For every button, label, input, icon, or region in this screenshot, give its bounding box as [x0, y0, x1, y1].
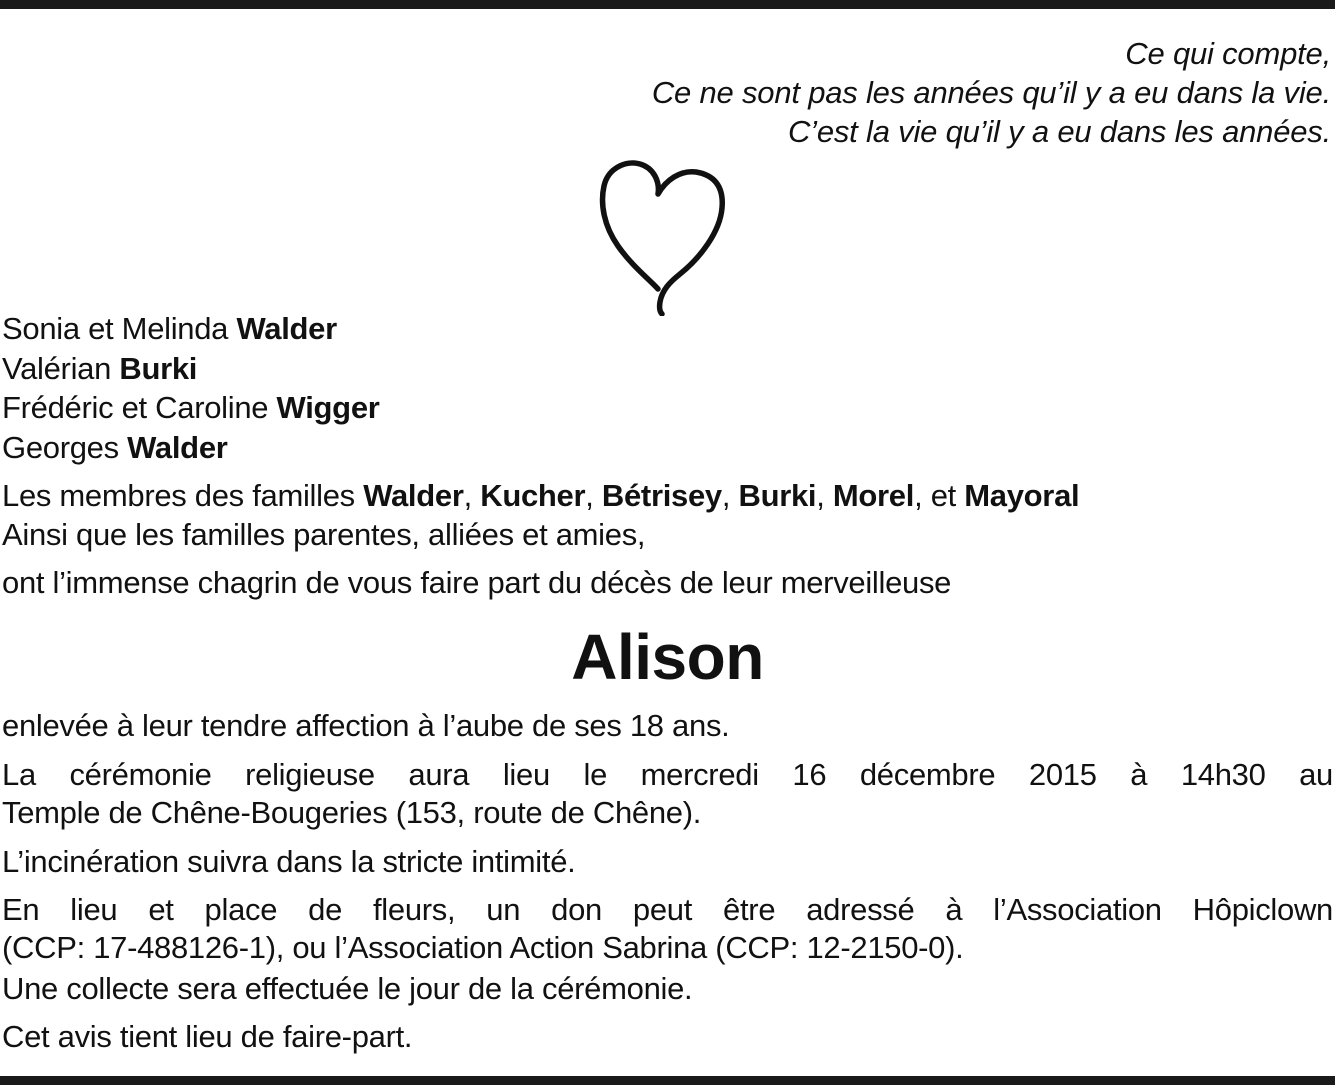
collection-line: Une collecte sera effectuée le jour de la cérémonie.	[2, 971, 693, 1006]
deceased-name: Alison	[571, 621, 764, 693]
quote-line-1: Ce qui compte,	[1125, 36, 1331, 71]
ceremony-paragraph	[2, 756, 1333, 832]
relatives-line: Ainsi que les familles parentes, alliées et amies,	[2, 517, 646, 552]
donation-line-1: En lieu et place de fleurs, un don peut être adressé à l’Association Hôpiclown	[2, 892, 1333, 927]
donation-line-2: (CCP: 17-488126-1), ou l’Association Action Sabrina (CCP: 12-2150-0).	[2, 930, 964, 965]
age-line: enlevée à leur tendre affection à l’aube de ses 18 ans.	[2, 708, 730, 743]
cremation-line: L’incinération suivra dans la stricte intimité.	[2, 844, 576, 879]
donation-paragraph	[2, 891, 1333, 967]
ceremony-line-2: Temple de Chêne-Bougeries (153, route de Chêne).	[2, 795, 702, 830]
quote-line-2: Ce ne sont pas les années qu’il y a eu dans la vie.	[651, 75, 1331, 110]
mourner-line-3: Frédéric et Caroline Wigger	[2, 390, 380, 425]
quote-line-3: C’est la vie qu’il y a eu dans les années.	[787, 114, 1331, 149]
mourner-line-1: Sonia et Melinda Walder	[2, 311, 337, 346]
top-border-rule	[0, 0, 1335, 9]
mourner-line-4: Georges Walder	[2, 430, 228, 465]
heart-icon	[596, 156, 731, 316]
families-line: Les membres des familles Walder, Kucher, Bétrisey, Burki, Morel, et Mayoral	[2, 478, 1080, 513]
ceremony-line-1: La cérémonie religieuse aura lieu le mercredi 16 décembre 2015 à 14h30 au	[2, 757, 1333, 792]
announcement-line: ont l’immense chagrin de vous faire part du décès de leur merveilleuse	[2, 565, 952, 600]
epigraph-quote	[431, 34, 1331, 151]
bottom-border-rule	[0, 1076, 1335, 1085]
mourner-line-2: Valérian Burki	[2, 351, 198, 386]
notice-line: Cet avis tient lieu de faire-part.	[2, 1019, 413, 1054]
